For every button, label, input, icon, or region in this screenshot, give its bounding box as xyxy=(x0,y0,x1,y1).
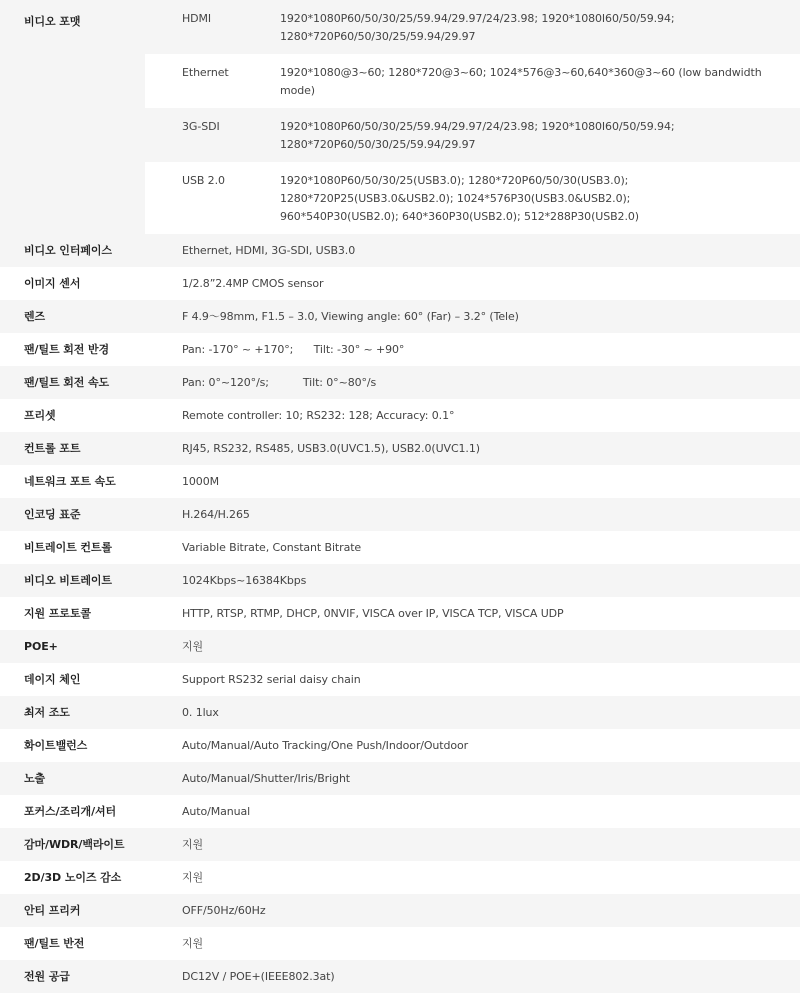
spec-row xyxy=(0,333,800,366)
spec-label: 비트레이트 컨트롤 xyxy=(0,531,145,564)
spec-label: 포커스/조리개/셔터 xyxy=(0,795,145,828)
spec-row xyxy=(0,465,800,498)
spec-value: Auto/Manual/Auto Tracking/One Push/Indoor/Outdoor xyxy=(182,738,469,752)
spec-row xyxy=(0,234,800,267)
spec-value-line: 1280*720P60/50/30/25/59.94/29.97 xyxy=(280,30,476,43)
spec-value xyxy=(243,108,800,162)
spec-row xyxy=(0,729,800,762)
spec-label: POE+ xyxy=(0,630,145,663)
spec-value-text: Pan: 0°~120°/s; Tilt: 0°~80°/s xyxy=(182,375,377,389)
spec-value: 1/2.8”2.4MP CMOS sensor xyxy=(182,276,324,290)
spec-row xyxy=(0,762,800,795)
spec-label: 전원 공급 xyxy=(0,960,145,993)
spec-value-text: Pan: -170° ~ +170°; Tilt: -30° ~ +90° xyxy=(182,342,405,356)
spec-sub-label: 3G-SDI xyxy=(145,108,243,162)
spec-value: 지원 xyxy=(182,870,204,884)
spec-value: Remote controller: 10; RS232: 128; Accuracy: 0.1° xyxy=(182,408,455,422)
spec-value: 지원 xyxy=(145,828,800,861)
spec-label: 컨트롤 포트 xyxy=(0,432,145,465)
spec-row xyxy=(0,696,800,729)
spec-row xyxy=(0,531,800,564)
spec-value: F 4.9～98mm, F1.5 – 3.0, Viewing angle: 60° (Far) – 3.2° (Tele) xyxy=(145,300,800,333)
spec-row xyxy=(0,564,800,597)
spec-value xyxy=(145,333,800,366)
spec-value: DC12V / POE+(IEEE802.3at) xyxy=(145,960,800,993)
spec-row xyxy=(0,927,800,960)
spec-row xyxy=(0,597,800,630)
spec-value xyxy=(145,366,800,399)
spec-row xyxy=(0,399,800,432)
spec-value-line: 960*540P30(USB2.0); 640*360P30(USB2.0); 512*288P30(USB2.0) xyxy=(280,210,639,223)
spec-label: 비디오 포맷 xyxy=(0,0,145,234)
spec-row xyxy=(0,960,800,993)
spec-label: 최저 조도 xyxy=(0,696,145,729)
spec-label: 이미지 센서 xyxy=(0,267,145,300)
spec-value: 1024Kbps~16384Kbps xyxy=(145,564,800,597)
spec-row xyxy=(0,432,800,465)
spec-label: 비디오 비트레이트 xyxy=(0,564,145,597)
spec-value xyxy=(243,54,800,108)
spec-value-line: 1920*1080P60/50/30/25/59.94/29.97/24/23.98; 1920*1080I60/50/59.94; xyxy=(280,120,675,133)
spec-value: Auto/Manual xyxy=(182,804,251,818)
spec-value-line: 1280*720P60/50/30/25/59.94/29.97 xyxy=(280,138,476,151)
spec-value: Auto/Manual/Shutter/Iris/Bright xyxy=(145,762,800,795)
spec-sub-label: Ethernet xyxy=(145,54,243,108)
spec-value: OFF/50Hz/60Hz xyxy=(145,894,800,927)
spec-value: 0. 1lux xyxy=(145,696,800,729)
spec-value-line: 1920*1080P60/50/30/25/59.94/29.97/24/23.98; 1920*1080I60/50/59.94; xyxy=(280,12,675,25)
spec-value: RJ45, RS232, RS485, USB3.0(UVC1.5), USB2.0(UVC1.1) xyxy=(145,432,800,465)
spec-label: 팬/틸트 회전 속도 xyxy=(0,366,145,399)
spec-label: 안티 프리커 xyxy=(0,894,145,927)
spec-label: 지원 프로토콜 xyxy=(0,597,145,630)
spec-label: 팬/틸트 회전 반경 xyxy=(0,333,145,366)
spec-row xyxy=(0,498,800,531)
spec-value: 1000M xyxy=(182,474,219,488)
spec-sub-label: HDMI xyxy=(145,0,243,54)
spec-sub-label: USB 2.0 xyxy=(145,162,243,234)
spec-label: 네트워크 포트 속도 xyxy=(0,465,145,498)
spec-value: Variable Bitrate, Constant Bitrate xyxy=(182,540,362,554)
spec-label: 데이지 체인 xyxy=(0,663,145,696)
spec-value: Ethernet, HDMI, 3G-SDI, USB3.0 xyxy=(145,234,800,267)
spec-value: HTTP, RTSP, RTMP, DHCP, 0NVIF, VISCA over IP, VISCA TCP, VISCA UDP xyxy=(182,606,564,620)
spec-label: 화이트밸런스 xyxy=(0,729,145,762)
spec-row xyxy=(0,894,800,927)
spec-label: 렌즈 xyxy=(0,300,145,333)
spec-row xyxy=(0,267,800,300)
spec-value: 지원 xyxy=(182,936,204,950)
spec-label: 2D/3D 노이즈 감소 xyxy=(0,861,145,894)
spec-row xyxy=(0,828,800,861)
spec-row xyxy=(0,795,800,828)
spec-row xyxy=(0,630,800,663)
spec-value: Support RS232 serial daisy chain xyxy=(182,672,361,686)
spec-row xyxy=(0,300,800,333)
spec-value: 지원 xyxy=(145,630,800,663)
spec-label: 비디오 인터페이스 xyxy=(0,234,145,267)
spec-value-line: 1920*1080@3~60; 1280*720@3~60; 1024*576@3~60,640*360@3~60 (low bandwidth mode) xyxy=(280,66,762,97)
spec-value-line: 1280*720P25(USB3.0&USB2.0); 1024*576P30(USB3.0&USB2.0); xyxy=(280,192,631,205)
spec-label: 프리셋 xyxy=(0,399,145,432)
spec-label: 인코딩 표준 xyxy=(0,498,145,531)
spec-row xyxy=(0,861,800,894)
spec-value: H.264/H.265 xyxy=(145,498,800,531)
spec-row xyxy=(0,663,800,696)
spec-label: 노출 xyxy=(0,762,145,795)
spec-value-line: 1920*1080P60/50/30/25(USB3.0); 1280*720P60/50/30(USB3.0); xyxy=(280,174,629,187)
spec-label: 감마/WDR/백라이트 xyxy=(0,828,145,861)
spec-label: 팬/틸트 반전 xyxy=(0,927,145,960)
spec-row xyxy=(0,366,800,399)
spec-row-video-format-hdmi xyxy=(0,0,800,54)
spec-value xyxy=(243,0,800,54)
spec-value xyxy=(243,162,800,234)
